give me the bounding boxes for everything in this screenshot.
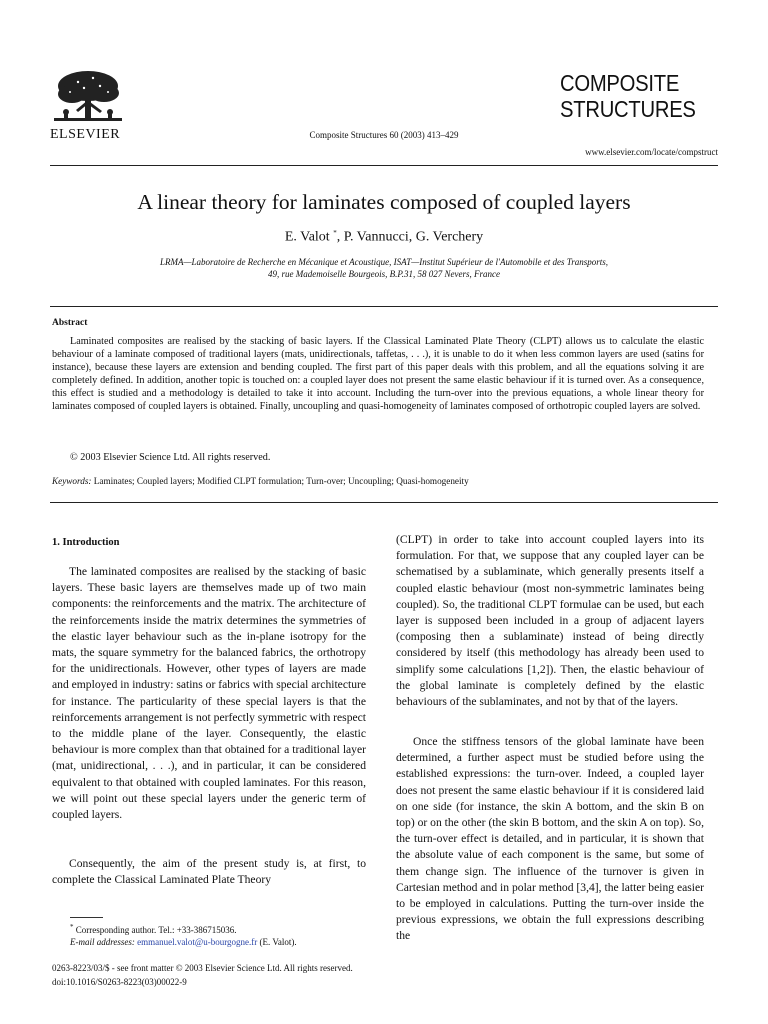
abstract-copyright: © 2003 Elsevier Science Ltd. All rights reserved. — [70, 452, 271, 463]
article-title: A linear theory for laminates composed of coupled layers — [137, 190, 631, 214]
journal-brand — [560, 70, 696, 122]
publisher-name: ELSEVIER — [50, 127, 121, 142]
footnote-rule — [70, 917, 103, 918]
abstract-top-rule — [50, 306, 718, 307]
footnote-star: * — [70, 923, 74, 931]
brand-line-2: STRUCTURES — [560, 96, 696, 122]
front-matter-line: 0263-8223/03/$ - see front matter © 2003 Elsevier Science Ltd. All rights reserved. — [52, 963, 353, 973]
keywords-label: Keywords: — [52, 476, 92, 486]
section-heading: 1. Introduction — [52, 537, 120, 548]
footnote-email — [70, 937, 297, 947]
left-paragraph-1: The laminated composites are realised by the stacking of basic layers. These basic layers are themselves made up of two main components: the reinforcements and the matrix. The architecture of the reinforcements inside the matrix determines the symmetries of the elastic layer behaviour such as the in-plane isotropy for the mats, the square symmetry for the balanced fabrics, the orthotropy for the unidirectionals. However, other types of layers are made and employed in industry: satins or fabrics with special architecture for instance. The particularity of these special layers is that the reinforcements arrangement is not perfectly symmetric with respect to the middle plane of the layer. Consequently, the elastic behaviour is more complex than that obtained for a traditional layer (mat, unidirectional, . . .), and in particular, it can be considered equivalent to that obtained with coupled laminates. For this reason, we will point out these special layers under the generic term of coupled layers. — [52, 565, 366, 822]
author-rest: , P. Vannucci, G. Verchery — [336, 229, 484, 245]
affiliation — [0, 256, 768, 280]
abstract-heading: Abstract — [52, 318, 88, 328]
journal-url[interactable]: www.elsevier.com/locate/compstruct — [585, 147, 718, 157]
email-suffix: (E. Valot). — [257, 937, 297, 947]
left-paragraph-2: Consequently, the aim of the present study is, at first, to complete the Classical Laminated Plate Theory — [52, 857, 366, 887]
corresponding-mark[interactable]: * — [333, 229, 337, 237]
email-label: E-mail addresses: — [70, 937, 135, 947]
email-link[interactable]: emmanuel.valot@u-bourgogne.fr — [137, 937, 258, 947]
keywords — [52, 476, 469, 486]
brand-line-1: COMPOSITE — [560, 70, 680, 96]
right-paragraph-2: Once the stiffness tensors of the global laminate have been determined, a further aspect must be studied before using the established expressions: the turn-over. Indeed, a coupled layer does not present the same elastic behaviour if it is considered laid on one side (for instance, the skin A bottom, and the skin B on top) or on the other (the skin B bottom, and the skin A on top). So, the turn-over effect is detailed, and in particular, it is shown that the absolute value of each component is the same, but some of them change sign. The influence of the turnover is given in Cartesian method and in polar method [3,4], the latter being easier to be employed in calculations. Putting the turn-over inside the previous expressions, we obtain the full expressions describing the — [396, 735, 704, 943]
right-paragraph-1: (CLPT) in order to take into account coupled layers into its formulation. For that, we suppose that any coupled layer can be schematised by a sublaminate, which generally presents itself a coupled elastic behaviour (most non-symmetric laminates being coupled). So, the traditional CLPT formulae can be used, but each layer is supposed been included in a group of adjacent layers (composing then a sublaminate) instead of being directly considered by itself (this methodology has already been used to simplify some calculations [1,2]). Then, the elastic behaviour of the global laminate is completely defined by the elastic behaviours of the sublaminates, and not by that of the layers. — [396, 533, 704, 709]
affiliation-line-1: LRMA—Laboratoire de Recherche en Mécanique et Acoustique, ISAT—Institut Supérieur de l'Automobile et des Transports, — [160, 257, 608, 267]
author-first: E. Valot — [284, 229, 334, 245]
keywords-list: Laminates; Coupled layers; Modified CLPT formulation; Turn-over; Uncoupling; Quasi-homogeneity — [91, 476, 469, 486]
doi-line: doi:10.1016/S0263-8223(03)00022-9 — [52, 977, 187, 987]
affiliation-line-2: 49, rue Mademoiselle Bourgeois, B.P.31, 58 027 Nevers, France — [268, 269, 500, 279]
article-authors — [0, 229, 768, 246]
journal-reference: Composite Structures 60 (2003) 413–429 — [309, 130, 459, 140]
abstract-text: Laminated composites are realised by the stacking of basic layers. If the Classical Laminated Plate Theory (CLPT) allows us to calculate the elastic behaviour of a laminate composed of traditional layers (mats, unidirectionals, taffetas, . . .), it is unable to do it when less common layers are used (satins for instance), because these layers are extension and bending coupled. The first part of this paper deals with this problem, and all the equations solving it are completely defined. In addition, another topic is touched on: a coupled layer does not present the same elastic behaviour if it is turned over. As a consequence, this effect is studied and a methodology is detailed to take it into account. Including the turn-over into the previous equations, a whole linear theory for laminates composed of coupled layers is obtained. Finally, uncoupling and quasi-homogeneity of laminates composed of orthotropic coupled layers are solved. — [52, 336, 704, 412]
footnote-contact: Corresponding author. Tel.: +33-386715036. — [73, 925, 237, 935]
abstract-bottom-rule — [50, 502, 718, 503]
header-rule — [50, 165, 718, 166]
footnote-corresponding — [70, 923, 237, 935]
